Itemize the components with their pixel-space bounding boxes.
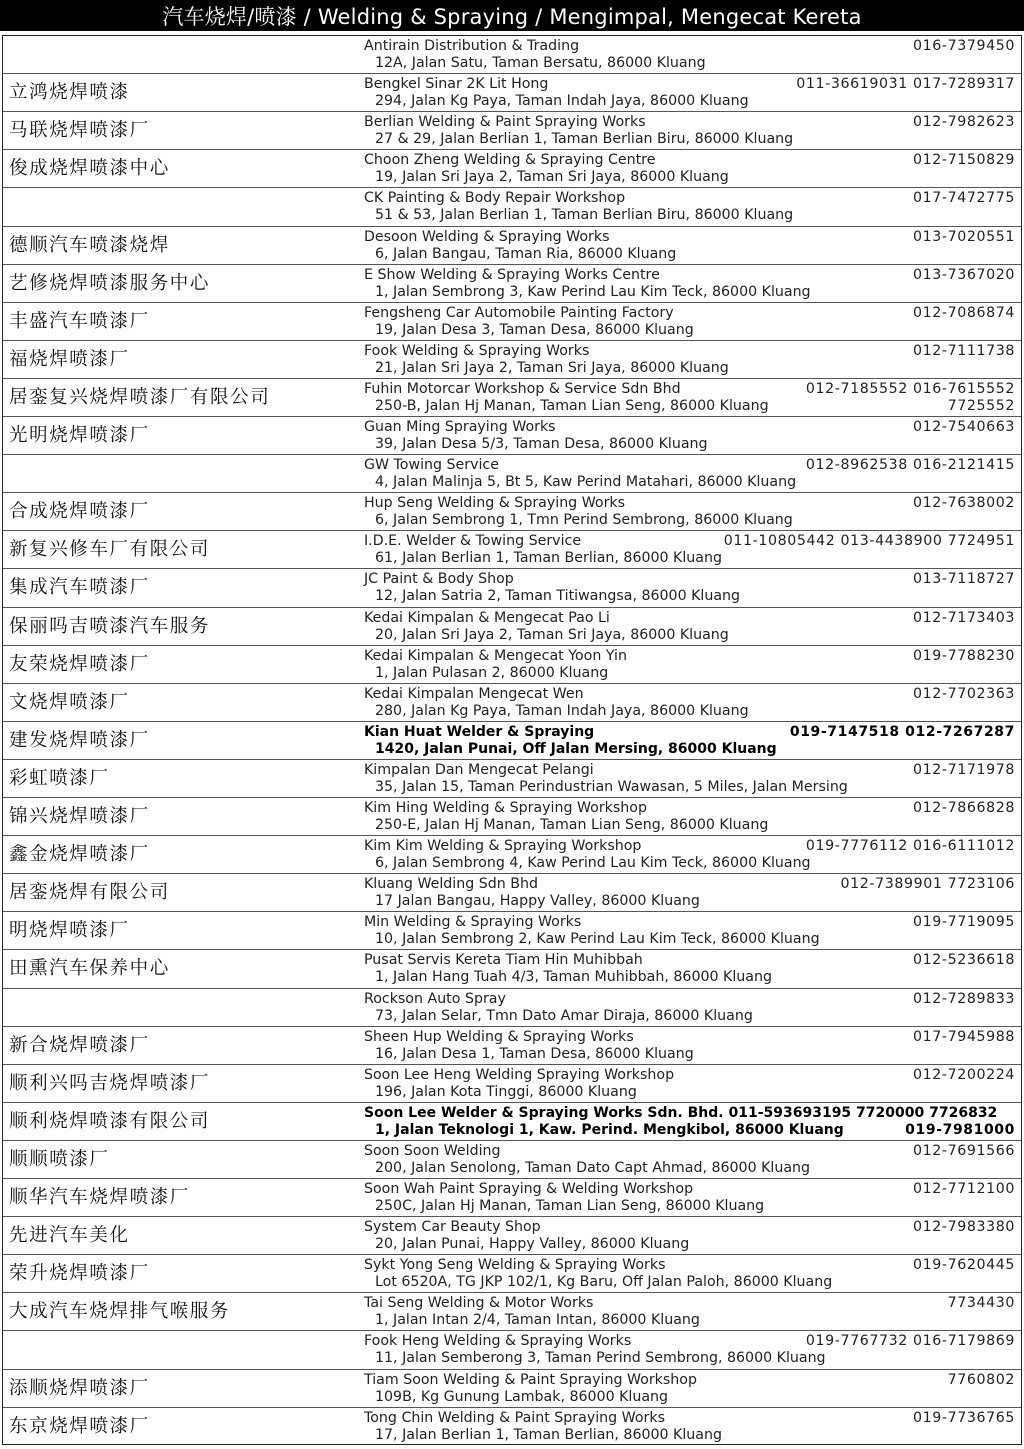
chinese-name: 新合烧焊喷漆厂 — [9, 1034, 150, 1056]
list-item — [3, 1217, 1021, 1255]
chinese-name: 田熏汽车保养中心 — [9, 958, 170, 980]
list-item — [3, 150, 1021, 188]
business-address: 35, Jalan 15, Taman Perindustrian Wawasan, 5 Miles, Jalan Mersing — [375, 778, 848, 795]
phone-numbers: 012-7111738 — [913, 342, 1015, 359]
list-item — [3, 798, 1021, 836]
chinese-name: 明烧焊喷漆厂 — [9, 920, 130, 942]
phone-numbers: 012-7866828 — [913, 800, 1015, 816]
business-address: 1420, Jalan Punai, Off Jalan Mersing, 86000 Kluang — [375, 740, 777, 757]
phone-numbers: 019-7736765 — [913, 1409, 1015, 1426]
business-name: Desoon Welding & Spraying Works — [364, 228, 610, 245]
list-item — [3, 569, 1021, 607]
chinese-name: 东京烧焊喷漆厂 — [9, 1415, 150, 1437]
list-item — [3, 341, 1021, 379]
business-name: Pusat Servis Kereta Tiam Hin Muhibbah — [364, 952, 643, 969]
business-address: 250C, Jalan Hj Manan, Taman Lian Seng, 86000 Kluang — [375, 1198, 765, 1214]
list-item — [3, 188, 1021, 226]
list-item — [3, 112, 1021, 150]
list-item — [3, 608, 1021, 646]
chinese-name: 艺修烧焊喷漆服务中心 — [9, 272, 211, 294]
phone-numbers: 011-10805442 013-4438900 7724951 — [723, 533, 1015, 550]
business-address: 61, Jalan Berlian 1, Taman Berlian, 86000 Kluang — [375, 550, 722, 567]
chinese-name: 马联烧焊喷漆厂 — [9, 120, 150, 142]
phone-numbers: 012-7200224 — [913, 1066, 1015, 1083]
list-item — [3, 1255, 1021, 1293]
chinese-name: 合成烧焊喷漆厂 — [9, 501, 150, 523]
business-name: Choon Zheng Welding & Spraying Centre — [364, 152, 656, 169]
business-address: 6, Jalan Sembrong 1, Tmn Perind Sembrong, 86000 Kluang — [375, 512, 793, 529]
row-divider — [3, 1026, 1021, 1027]
chinese-name: 光明烧焊喷漆厂 — [9, 425, 150, 446]
list-item — [3, 1293, 1021, 1331]
phone-numbers: 7760802 — [947, 1371, 1015, 1388]
business-name: Soon Lee Heng Welding Spraying Workshop — [364, 1066, 675, 1083]
business-address: 12A, Jalan Satu, Taman Bersatu, 86000 Kluang — [375, 55, 706, 71]
business-name: Min Welding & Spraying Works — [364, 914, 582, 931]
chinese-name: 荣升烧焊喷漆厂 — [9, 1263, 150, 1285]
list-item — [3, 989, 1021, 1027]
business-address: 20, Jalan Sri Jaya 2, Taman Sri Jaya, 86000 Kluang — [375, 626, 729, 643]
business-address: 19, Jalan Desa 3, Taman Desa, 86000 Kluang — [375, 321, 694, 338]
phone-numbers: 019-7147518 012-7267287 — [789, 723, 1015, 740]
phone-numbers: 011-36619031 017-7289317 — [796, 76, 1015, 93]
business-address: 250-E, Jalan Hj Manan, Taman Lian Seng, 86000 Kluang — [375, 817, 769, 833]
phone-numbers: 019-7788230 — [913, 647, 1015, 664]
row-divider — [3, 111, 1021, 112]
phone-numbers: 019-7719095 — [913, 914, 1015, 931]
chinese-name: 彩虹喷漆厂 — [9, 767, 110, 789]
list-item — [3, 836, 1021, 874]
phone-numbers: 012-7173403 — [913, 609, 1015, 626]
business-address: 280, Jalan Kg Paya, Taman Indah Jaya, 86000 Kluang — [375, 702, 749, 719]
chinese-name: 鑫金烧焊喷漆厂 — [9, 844, 150, 866]
phone-numbers: 012-7540663 — [913, 419, 1015, 435]
business-name: Tai Seng Welding & Motor Works — [364, 1295, 594, 1312]
row-divider — [3, 683, 1021, 684]
chinese-name: 先进汽车美化 — [9, 1225, 130, 1247]
business-address: 1, Jalan Sembrong 3, Kaw Perind Lau Kim Teck, 86000 Kluang — [375, 283, 811, 300]
phone-numbers: 012-7185552 016-7615552 — [805, 380, 1015, 397]
business-name: Bengkel Sinar 2K Lit Hong — [364, 76, 549, 93]
list-item — [3, 1408, 1021, 1446]
business-name: Kedai Kimpalan Mengecat Wen — [364, 685, 584, 702]
business-name: GW Towing Service — [364, 457, 499, 474]
chinese-name: 保丽吗吉喷漆汽车服务 — [9, 615, 211, 637]
business-name: Soon Wah Paint Spraying & Welding Workshop — [364, 1181, 694, 1197]
phone-numbers-extra: 019-7981000 — [905, 1121, 1015, 1138]
business-address: 109B, Kg Gunung Lambak, 86000 Kluang — [375, 1388, 669, 1405]
business-address: 6, Jalan Bangau, Taman Ria, 86000 Kluang — [375, 245, 677, 262]
row-divider — [3, 645, 1021, 646]
row-divider — [3, 1140, 1021, 1141]
business-name: Kluang Welding Sdn Bhd — [364, 876, 539, 893]
row-divider — [3, 835, 1021, 836]
header-title: 汽车烧焊/喷漆 / Welding & Spraying / Mengimpal, Mengecat Kereta — [162, 4, 862, 29]
phone-numbers: 016-7379450 — [913, 38, 1015, 54]
business-name: Soon Lee Welder & Spraying Works Sdn. Bhd. 011-593693195 7720000 7726832 — [364, 1104, 998, 1121]
phone-numbers: 013-7020551 — [913, 228, 1015, 245]
phone-numbers: 012-7712100 — [913, 1181, 1015, 1197]
phone-numbers: 012-8962538 016-2121415 — [805, 457, 1015, 474]
list-item — [3, 531, 1021, 569]
business-address: 11, Jalan Semberong 3, Taman Perind Sembrong, 86000 Kluang — [375, 1350, 826, 1367]
business-name: Antirain Distribution & Trading — [364, 38, 580, 54]
list-item — [3, 379, 1021, 417]
phone-numbers: 019-7767732 016-7179869 — [805, 1333, 1015, 1350]
business-address: 73, Jalan Selar, Tmn Dato Amar Diraja, 86000 Kluang — [375, 1007, 753, 1024]
business-address: 20, Jalan Punai, Happy Valley, 86000 Kluang — [375, 1236, 690, 1253]
row-divider — [3, 911, 1021, 912]
business-address: 12, Jalan Satria 2, Taman Titiwangsa, 86000 Kluang — [375, 588, 741, 605]
business-address: 10, Jalan Sembrong 2, Kaw Perind Lau Kim Teck, 86000 Kluang — [375, 931, 820, 948]
business-name: Hup Seng Welding & Spraying Works — [364, 495, 626, 512]
business-address: 21, Jalan Sri Jaya 2, Taman Sri Jaya, 86000 Kluang — [375, 359, 729, 376]
row-divider — [3, 721, 1021, 722]
row-divider — [3, 187, 1021, 188]
business-address: 51 & 53, Jalan Berlian 1, Taman Berlian Biru, 86000 Kluang — [375, 207, 794, 224]
directory-header — [0, 0, 1024, 31]
list-item — [3, 1027, 1021, 1065]
chinese-name: 集成汽车喷漆厂 — [9, 577, 150, 599]
business-address: 1, Jalan Pulasan 2, 86000 Kluang — [375, 664, 609, 681]
chinese-name: 立鸿烧焊喷漆 — [9, 82, 130, 104]
row-divider — [3, 797, 1021, 798]
list-item — [3, 417, 1021, 455]
business-name: Kim Hing Welding & Spraying Workshop — [364, 800, 647, 816]
row-divider — [3, 492, 1021, 493]
row-divider — [3, 1369, 1021, 1370]
row-divider — [3, 340, 1021, 341]
list-item — [3, 1141, 1021, 1179]
row-divider — [3, 568, 1021, 569]
row-divider — [3, 1330, 1021, 1331]
business-name: Tong Chin Welding & Paint Spraying Works — [364, 1409, 665, 1426]
row-divider — [3, 454, 1021, 455]
business-name: Kian Huat Welder & Spraying — [364, 723, 595, 740]
business-address: 16, Jalan Desa 1, Taman Desa, 86000 Kluang — [375, 1045, 694, 1062]
row-divider — [3, 759, 1021, 760]
business-name: Soon Soon Welding — [364, 1142, 501, 1159]
business-address: 1, Jalan Hang Tuah 4/3, Taman Muhibbah, 86000 Kluang — [375, 969, 772, 986]
business-address: 17, Jalan Berlian 1, Taman Berlian, 86000 Kluang — [375, 1426, 722, 1443]
chinese-name: 德顺汽车喷漆烧焊 — [9, 234, 170, 256]
business-address: Lot 6520A, TG JKP 102/1, Kg Baru, Off Jalan Paloh, 86000 Kluang — [375, 1274, 833, 1291]
business-name: Kimpalan Dan Mengecat Pelangi — [364, 761, 594, 778]
business-name: Tiam Soon Welding & Paint Spraying Workshop — [364, 1371, 697, 1388]
list-item — [3, 722, 1021, 760]
phone-numbers: 012-7983380 — [913, 1219, 1015, 1236]
business-address: 27 & 29, Jalan Berlian 1, Taman Berlian Biru, 86000 Kluang — [375, 131, 794, 148]
business-address: 1, Jalan Intan 2/4, Taman Intan, 86000 Kluang — [375, 1312, 700, 1329]
phone-numbers: 012-7150829 — [913, 152, 1015, 169]
business-address: 19, Jalan Sri Jaya 2, Taman Sri Jaya, 86000 Kluang — [375, 169, 729, 186]
list-item — [3, 1065, 1021, 1103]
chinese-name: 文烧焊喷漆厂 — [9, 691, 130, 713]
business-name: Sykt Yong Seng Welding & Spraying Works — [364, 1257, 666, 1274]
business-address: 39, Jalan Desa 5/3, Taman Desa, 86000 Kluang — [375, 436, 708, 452]
list-item — [3, 950, 1021, 988]
business-name: JC Paint & Body Shop — [364, 571, 514, 588]
list-item — [3, 303, 1021, 341]
list-item — [3, 912, 1021, 950]
chinese-name: 大成汽车烧焊排气喉服务 — [9, 1301, 231, 1323]
phone-numbers: 012-7289833 — [913, 990, 1015, 1007]
phone-numbers: 012-7171978 — [913, 761, 1015, 778]
phone-numbers: 019-7776112 016-6111012 — [805, 838, 1015, 855]
row-divider — [3, 1407, 1021, 1408]
chinese-name: 顺华汽车烧焊喷漆厂 — [9, 1187, 190, 1208]
list-item — [3, 227, 1021, 265]
business-name: Fengsheng Car Automobile Painting Factory — [364, 304, 674, 321]
chinese-name: 顺顺喷漆厂 — [9, 1148, 110, 1170]
phone-numbers: 017-7472775 — [913, 190, 1015, 207]
chinese-name: 新复兴修车厂有限公司 — [9, 539, 211, 561]
list-item — [3, 1103, 1021, 1141]
directory-list — [2, 35, 1022, 1445]
phone-numbers: 012-7982623 — [913, 114, 1015, 131]
list-item — [3, 493, 1021, 531]
row-divider — [3, 988, 1021, 989]
business-name: I.D.E. Welder & Towing Service — [364, 533, 582, 550]
business-address: 250-B, Jalan Hj Manan, Taman Lian Seng, 86000 Kluang — [375, 397, 769, 414]
phone-numbers: 012-7638002 — [913, 495, 1015, 512]
business-name: Fook Heng Welding & Spraying Works — [364, 1333, 632, 1350]
chinese-name: 顺利兴吗吉烧焊喷漆厂 — [9, 1072, 211, 1094]
chinese-name: 顺利烧焊喷漆有限公司 — [9, 1110, 211, 1132]
list-item — [3, 74, 1021, 112]
list-item — [3, 455, 1021, 493]
phone-numbers: 012-7086874 — [913, 304, 1015, 321]
chinese-name: 俊成烧焊喷漆中心 — [9, 158, 170, 180]
phone-numbers: 012-7389901 7723106 — [840, 876, 1015, 893]
row-divider — [3, 1216, 1021, 1217]
phone-numbers: 012-7702363 — [913, 685, 1015, 702]
business-address: 17 Jalan Bangau, Happy Valley, 86000 Kluang — [375, 893, 700, 910]
business-name: Rockson Auto Spray — [364, 990, 506, 1007]
phone-numbers: 7734430 — [947, 1295, 1015, 1312]
phone-numbers: 012-7691566 — [913, 1142, 1015, 1159]
phone-numbers: 012-5236618 — [913, 952, 1015, 969]
chinese-name: 添顺烧焊喷漆厂 — [9, 1377, 150, 1399]
business-address: 4, Jalan Malinja 5, Bt 5, Kaw Perind Matahari, 86000 Kluang — [375, 474, 797, 491]
business-name: Kedai Kimpalan & Mengecat Yoon Yin — [364, 647, 627, 664]
business-address: 1, Jalan Teknologi 1, Kaw. Perind. Mengkibol, 86000 Kluang — [375, 1121, 844, 1138]
business-name: Kedai Kimpalan & Mengecat Pao Li — [364, 609, 610, 626]
business-name: E Show Welding & Spraying Works Centre — [364, 266, 660, 283]
phone-numbers-extra: 7725552 — [947, 397, 1015, 414]
business-name: Fook Welding & Spraying Works — [364, 342, 590, 359]
chinese-name: 福烧焊喷漆厂 — [9, 348, 130, 370]
row-divider — [3, 73, 1021, 74]
phone-numbers: 013-7118727 — [913, 571, 1015, 588]
list-item — [3, 684, 1021, 722]
list-item — [3, 1179, 1021, 1217]
business-address: 6, Jalan Sembrong 4, Kaw Perind Lau Kim Teck, 86000 Kluang — [375, 855, 811, 872]
business-name: Guan Ming Spraying Works — [364, 419, 556, 435]
chinese-name: 建发烧焊喷漆厂 — [9, 729, 150, 751]
business-address: 200, Jalan Senolong, Taman Dato Capt Ahmad, 86000 Kluang — [375, 1159, 811, 1176]
business-name: System Car Beauty Shop — [364, 1219, 541, 1236]
chinese-name: 锦兴烧焊喷漆厂 — [9, 806, 150, 827]
chinese-name: 居銮烧焊有限公司 — [9, 882, 170, 904]
business-name: CK Painting & Body Repair Workshop — [364, 190, 626, 207]
row-divider — [3, 1254, 1021, 1255]
business-name: Kim Kim Welding & Spraying Workshop — [364, 838, 642, 855]
chinese-name: 居銮复兴烧焊喷漆厂有限公司 — [9, 386, 271, 408]
chinese-name: 友荣烧焊喷漆厂 — [9, 653, 150, 675]
list-item — [3, 265, 1021, 303]
list-item — [3, 760, 1021, 798]
list-item — [3, 874, 1021, 912]
row-divider — [3, 416, 1021, 417]
chinese-name: 丰盛汽车喷漆厂 — [9, 310, 150, 332]
business-name: Sheen Hup Welding & Spraying Works — [364, 1028, 634, 1045]
list-item — [3, 1331, 1021, 1369]
business-name: Berlian Welding & Paint Spraying Works — [364, 114, 646, 131]
business-address: 196, Jalan Kota Tinggi, 86000 Kluang — [375, 1083, 637, 1100]
business-address: 294, Jalan Kg Paya, Taman Indah Jaya, 86000 Kluang — [375, 93, 749, 110]
business-name: Fuhin Motorcar Workshop & Service Sdn Bhd — [364, 380, 681, 397]
phone-numbers: 019-7620445 — [913, 1257, 1015, 1274]
phone-numbers: 017-7945988 — [913, 1028, 1015, 1045]
row-divider — [3, 302, 1021, 303]
phone-numbers: 013-7367020 — [913, 266, 1015, 283]
list-item — [3, 36, 1021, 74]
list-item — [3, 646, 1021, 684]
list-item — [3, 1370, 1021, 1408]
